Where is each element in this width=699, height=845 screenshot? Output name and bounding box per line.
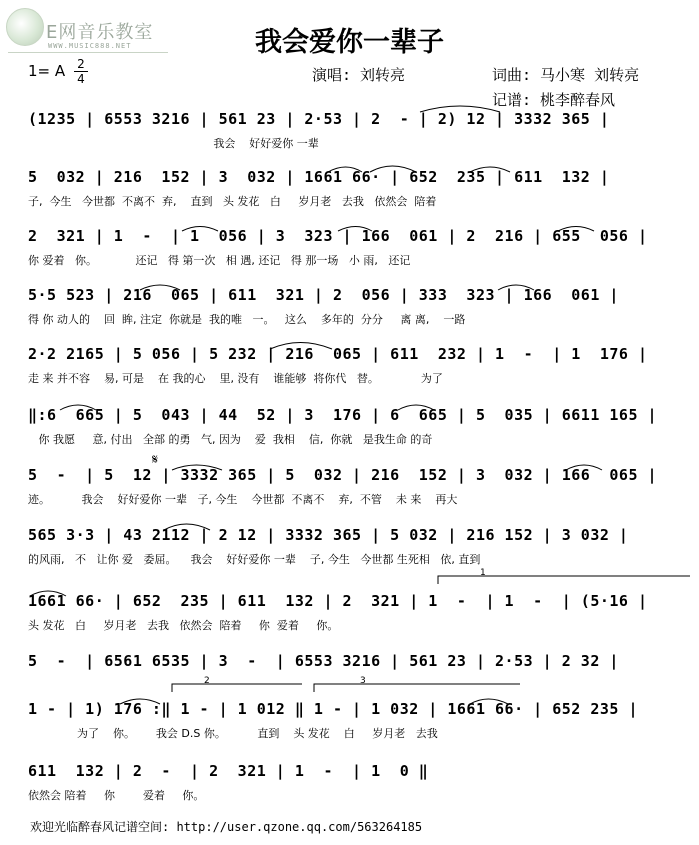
row-notes: 2 321 | 1 - | 1 056 | 3 323 | 166 061 | 2 216 | 655 056 | [28,227,648,245]
volta-label-3: 3 [360,676,366,686]
time-signature [74,58,88,85]
watermark-url: WWW.MUSIC888.NET [48,42,132,50]
row-notes: 5 - | 5 12 | 3332 365 | 5 032 | 216 152 | 3 032 | 166 065 | [28,466,658,484]
row-notes: (1235 | 6553 3216 | 561 23 | 2·53 | 2 - | 2) 12 | 3332 365 | [28,110,610,128]
row-notes: ‖:6 665 | 5 043 | 44 52 | 3 176 | 6 665 | 5 035 | 6611 165 | [28,406,658,424]
score-row-5 [28,345,668,405]
row-notes: 1661 66· | 652 235 | 611 132 | 2 321 | 1 - | 1 - | (5·16 | [28,592,648,610]
row-notes: 1 - | 1) 176 :‖ 1 - | 1 012 ‖ 1 - | 1 032 | 1661 66· | 652 235 | [28,700,638,718]
score-row-3 [28,227,668,287]
score-row-11 [28,700,668,760]
segno-sign: 𝄋 [152,452,159,468]
time-sig-bottom: 4 [77,72,85,86]
row-lyrics: 迹。 我会 好好爱你 一辈 子, 今生 今世都 不离不 弃, 不管 未 来 再大 [28,493,458,506]
score-row-4 [28,286,668,346]
row-lyrics: 依然会 陪着 你 爱着 你。 [28,789,205,802]
row-lyrics: 你 我愿 意, 付出 全部 的勇 气, 因为 爱 我相 信, 你就 是我生命 的奇 [28,433,433,446]
score-row-1 [28,110,668,170]
key-label: 1= A [28,62,66,80]
row-lyrics: 你 爱着 你。 还记 得 第一次 相 遇, 还记 得 那一场 小 雨, 还记 [28,254,411,267]
time-sig-top: 2 [77,57,85,71]
singer-credit: 演唱: 刘转亮 [312,66,406,84]
score-row-8 [28,526,668,586]
composer-credit: 词曲: 马小寒 刘转亮 [492,66,640,84]
row-notes: 611 132 | 2 - | 2 321 | 1 - | 1 0 ‖ [28,762,429,780]
key-signature [28,57,85,86]
row-notes: 2·2 2165 | 5 056 | 5 232 | 216 065 | 611 232 | 1 - | 1 176 | [28,345,648,363]
score-row-9 [28,592,668,652]
volta-label-2: 2 [204,676,210,686]
song-title: 我会爱你一辈子 [255,27,444,58]
footer-note: 欢迎光临醉春风记谱空间: http://user.qzone.qq.com/563264185 [30,820,423,834]
transcriber-credit: 记谱: 桃李醉春风 [492,91,616,109]
score-row-7 [28,466,668,526]
row-lyrics: 为了 你。 我会 D.S 你。 直到 头 发花 白 岁月老 去我 [28,727,438,740]
row-notes: 5 032 | 216 152 | 3 032 | 1661 66· | 652 235 | 611 132 | [28,168,610,186]
watermark-name: E网音乐教室 [46,22,154,43]
row-lyrics: 得 你 动人的 回 眸, 注定 你就是 我的唯 一。 这么 多年的 分分 离 离, 一路 [28,313,466,326]
row-notes: 5 - | 6561 6535 | 3 - | 6553 3216 | 561 23 | 2·53 | 2 32 | [28,652,619,670]
score-row-6 [28,406,668,466]
row-lyrics: 的风雨, 不 让你 爱 委屈。 我会 好好爱你 一辈 子, 今生 今世都 生死相 依, 直到 [28,553,481,566]
score-row-12 [28,762,668,822]
volta-label-1: 1 [480,568,486,578]
score-row-2 [28,168,668,228]
row-notes: 565 3·3 | 43 2112 | 2 12 | 3332 365 | 5 032 | 216 152 | 3 032 | [28,526,629,544]
row-notes: 5·5 523 | 216 065 | 611 321 | 2 056 | 333 323 | 166 061 | [28,286,619,304]
row-lyrics: 头 发花 白 岁月老 去我 依然会 陪着 你 爱着 你。 [28,619,339,632]
row-lyrics: 子, 今生 今世都 不离不 弃, 直到 头 发花 白 岁月老 去我 依然会 陪着 [28,195,437,208]
row-lyrics: 我会 好好爱你 一辈 [28,137,319,150]
row-lyrics: 走 来 并不容 易, 可是 在 我的心 里, 没有 谁能够 将你代 替。 为了 [28,372,443,385]
